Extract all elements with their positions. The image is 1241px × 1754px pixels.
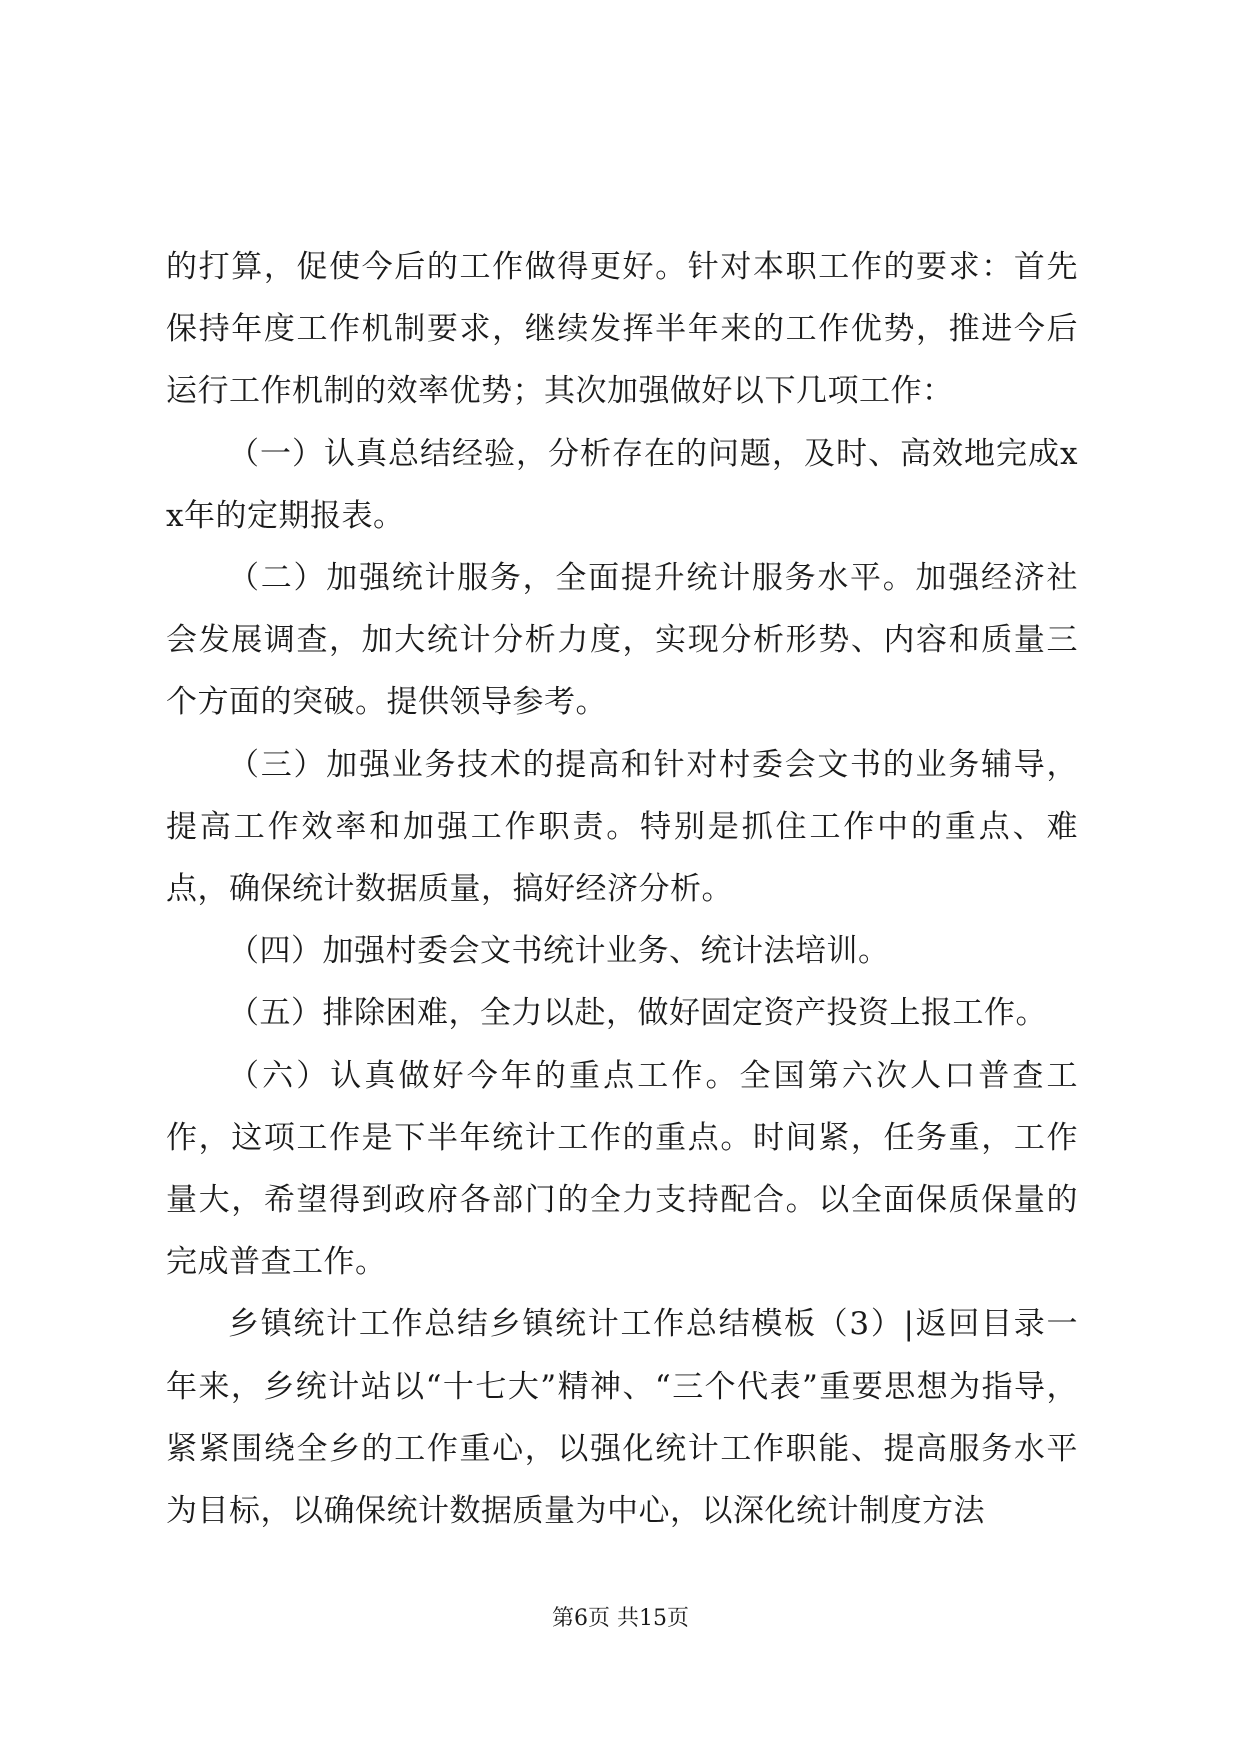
- paragraph-7: （六）认真做好今年的重点工作。全国第六次人口普查工作，这项工作是下半年统计工作的重点。时间紧，任务重，工作量大，希望得到政府各部门的全力支持配合。以全面保质保量的完成普查工作。: [166, 1057, 1078, 1281]
- paragraph-6: （五）排除困难，全力以赴，做好固定资产投资上报工作。: [228, 995, 1047, 1032]
- paragraph-8: 乡镇统计工作总结乡镇统计工作总结模板（3）|返回目录一年来，乡统计站以“十七大”精神、“三个代表”重要思想为指导，紧紧围绕全乡的工作重心，以强化统计工作职能、提高服务水平为目标，以确保统计数据质量为中心，以深化统计制度方法: [166, 1306, 1078, 1530]
- page-footer: [0, 1604, 1241, 1634]
- document-body: [166, 236, 1078, 1542]
- paragraph-3: （二）加强统计服务，全面提升统计服务水平。加强经济社会发展调查，加大统计分析力度，实现分析形势、内容和质量三个方面的突破。提供领导参考。: [166, 560, 1078, 721]
- paragraph-1: 的打算，促使今后的工作做得更好。针对本职工作的要求：首先保持年度工作机制要求，继续发挥半年来的工作优势，推进今后运行工作机制的效率优势；其次加强做好以下几项工作：: [166, 249, 1078, 410]
- page-number: 第6页 共15页: [552, 1606, 689, 1631]
- paragraph-2: （一）认真总结经验，分析存在的问题，及时、高效地完成xx年的定期报表。: [166, 435, 1078, 534]
- paragraph-5: （四）加强村委会文书统计业务、统计法培训。: [228, 933, 890, 970]
- paragraph-4: （三）加强业务技术的提高和针对村委会文书的业务辅导，提高工作效率和加强工作职责。特别是抓住工作中的重点、难点，确保统计数据质量，搞好经济分析。: [166, 746, 1078, 908]
